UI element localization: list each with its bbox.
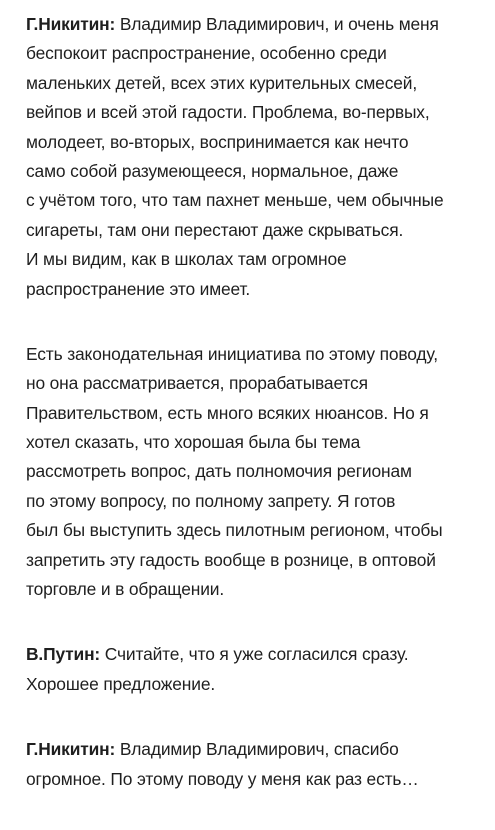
text-line: маленьких детей, всех этих курительных смесей,: [26, 72, 418, 93]
transcript: [26, 10, 486, 830]
text-line: был бы выступить здесь пилотным регионом, чтобы: [26, 520, 443, 541]
text-line: Есть законодательная инициатива по этому поводу,: [26, 343, 438, 364]
text-line: Хорошее предложение.: [26, 673, 216, 694]
line-text: Владимир Владимирович, и очень меня: [115, 14, 439, 34]
paragraph-putin: [26, 640, 486, 699]
text-line: И мы видим, как в школах там огромное: [26, 249, 347, 270]
text-line: распространение это имеет.: [26, 278, 251, 299]
text-line: само собой разумеющееся, нормальное, даже: [26, 160, 399, 181]
text-line: но она рассматривается, прорабатывается: [26, 373, 368, 394]
text-line: по этому вопросу, по полному запрету. Я готов: [26, 490, 396, 511]
text-line: [26, 735, 486, 764]
text-line: сигареты, там они перестают даже скрываться.: [26, 219, 404, 240]
text-line: [26, 10, 486, 39]
speaker-name: В.Путин:: [26, 644, 101, 665]
text-line: торговле и в обращении.: [26, 579, 225, 600]
text-line: Правительством, есть много всяких нюансов. Но я: [26, 402, 429, 423]
speaker-name: Г.Никитин:: [26, 14, 116, 34]
speaker-name: Г.Никитин:: [26, 739, 116, 760]
text-line: вейпов и всей этой гадости. Проблема, во-первых,: [26, 102, 430, 123]
text-line: огромное. По этому поводу у меня как раз есть…: [26, 768, 419, 789]
paragraph-nikitin-3: [26, 735, 486, 794]
text-line: рассмотреть вопрос, дать полномочия регионам: [26, 461, 412, 482]
paragraph-nikitin-2: [26, 340, 486, 605]
line-text: Считайте, что я уже согласился сразу.: [100, 644, 409, 665]
text-line: молодеет, во-вторых, воспринимается как нечто: [26, 131, 409, 152]
text-line: запретить эту гадость вообще в рознице, в оптовой: [26, 549, 436, 570]
text-line: хотел сказать, что хорошая была бы тема: [26, 432, 361, 453]
text-line: с учётом того, что там пахнет меньше, чем обычные: [26, 190, 444, 211]
paragraph-nikitin-1: [26, 10, 486, 304]
text-line: беспокоит распространение, особенно среди: [26, 43, 387, 64]
line-text: Владимир Владимирович, спасибо: [115, 739, 399, 760]
text-line: [26, 640, 486, 669]
